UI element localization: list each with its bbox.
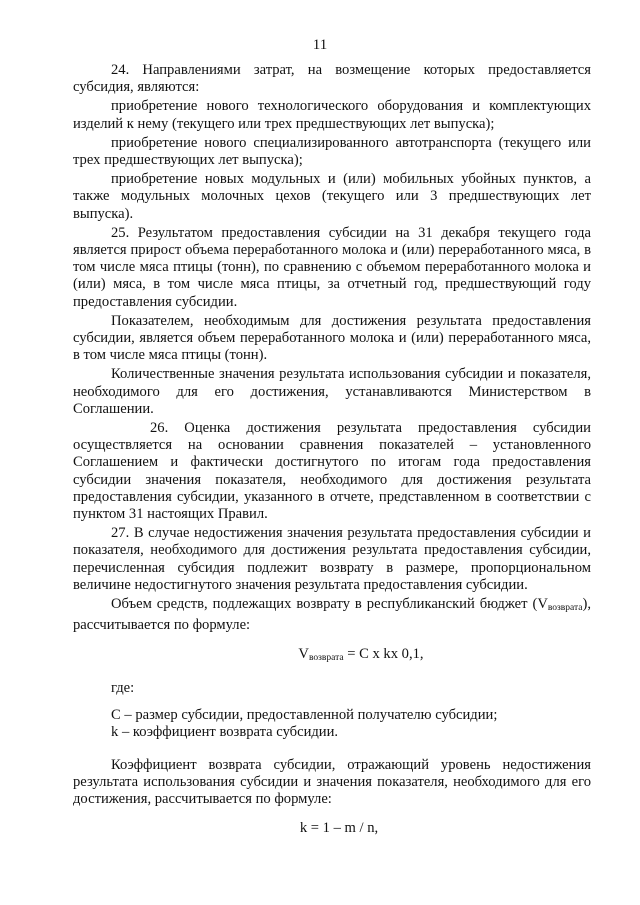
paragraph-coefficient: Коэффициент возврата субсидии, отражающий уровень недостижения результата использования субсидии и значения показателя, необходимого для его достижения, рассчитывается по формуле: (73, 756, 591, 808)
paragraph-24-intro: 24. Направлениями затрат, на возмещение которых предоставляется субсидия, являются: (73, 62, 591, 96)
definition-c: С – размер субсидии, предоставленной получателю субсидии; (111, 706, 498, 723)
page-number: 11 (312, 37, 328, 53)
where-label: где: (111, 679, 135, 696)
formula-return-volume (73, 645, 591, 667)
paragraph-25-result: 25. Результатом предоставления субсидии на 31 декабря текущего года является прирост объема переработанного молока и (или) переработанного мяса, в том числе мяса птицы (тонн), по сравнению с объемом переработанного молока и (или) мяса, в том числе мяса птицы, за отчетный год, предшествующий году предоставления субсидии. (73, 224, 591, 310)
definitions-list (73, 707, 591, 741)
formula-return-volume-v: V (298, 645, 309, 662)
definition-k: k – коэффициент возврата субсидии. (111, 723, 339, 740)
document-body (73, 62, 591, 837)
paragraph-25-values: Количественные значения результата использования субсидии и показателя, необходимого для его достижения, устанавливаются Министерством в Соглашении. (73, 366, 591, 417)
formula-return-volume-rest: = С x kx 0,1, (343, 645, 424, 662)
paragraph-24-item-vehicles: приобретение нового специализированного автотранспорта (текущего или трех предшествующих лет выпуска); (73, 134, 591, 169)
formula-coefficient-text: k = 1 – m / n, (299, 819, 379, 836)
paragraph-27-return: 27. В случае недостижения значения результата предоставления субсидии и показателя, необходимого для достижения результата предоставления субсидии, перечисленная субсидия подлежит возврату в размере, пропорциональном величине недостигнутого значения результата предоставления субсидии. (73, 525, 591, 593)
formula-return-volume-subscript: возврата (308, 652, 344, 663)
paragraph-24-item-modular-units: приобретение новых модульных и (или) мобильных убойных пунктов, а также модульных молочных цехов (текущего или 3 предшествующих лет выпуска). (73, 171, 591, 222)
paragraph-25-indicator: Показателем, необходимым для достижения результата предоставления субсидии, является объем переработанного молока и (или) переработанного мяса, в том числе мяса птицы (тонн). (73, 312, 591, 364)
paragraph-27-volume-subscript: возврата (547, 603, 583, 614)
paragraph-27-volume-text-a: Объем средств, подлежащих возврату в республиканский бюджет (V (111, 596, 548, 613)
paragraph-24-item-equipment: приобретение нового технологического оборудования и комплектующих изделий к нему (текущего или трех предшествующих лет выпуска); (73, 98, 591, 132)
paragraph-27-volume-text-b: ), рассчитывается по формуле: (73, 596, 591, 634)
formula-coefficient (73, 819, 591, 837)
paragraph-27-volume (73, 596, 591, 634)
paragraph-26-assessment: 26. Оценка достижения результата предоставления субсидии осуществляется на основании сравнения показателей – установленного Соглашением и фактически достигнутого по итогам года предоставления субсидии значения показателя, необходимого для достижения результата предоставления субсидии, указанного в отчете, представленном в соответствии с пунктом 31 настоящих Правил. (73, 420, 591, 523)
